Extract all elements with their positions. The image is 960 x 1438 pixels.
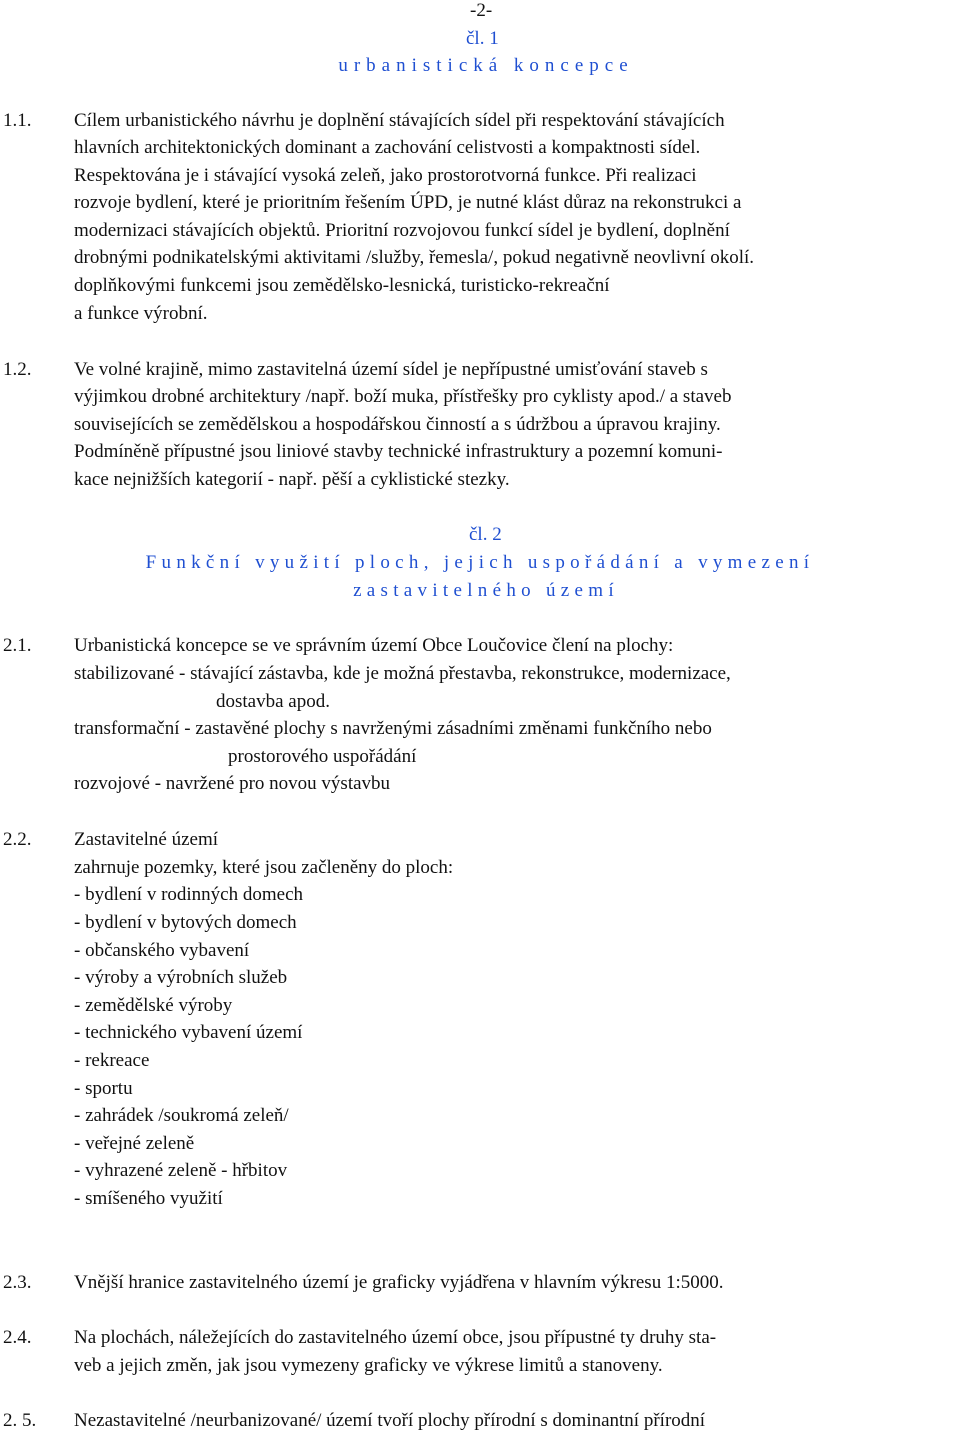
chapter-1-title: urbanistická koncepce: [338, 55, 634, 76]
paragraph-line: a funkce výrobní.: [74, 303, 208, 324]
paragraph-line: Na plochách, náležejících do zastavitelného území obce, jsou přípustné ty druhy sta-: [74, 1327, 717, 1348]
paragraph-line: Ve volné krajině, mimo zastavitelná území sídel je nepřípustné umisťování staveb s: [74, 359, 708, 380]
paragraph-line: veb a jejich změn, jak jsou vymezeny graficky ve výkrese limitů a stanoveny.: [74, 1355, 663, 1376]
paragraph-line: Cílem urbanistického návrhu je doplnění stávajících sídel při respektování stávajících: [74, 110, 725, 131]
paragraph-line: kace nejnižších kategorií - např. pěší a cyklistické stezky.: [74, 469, 510, 490]
list-item: - veřejné zeleně: [74, 1133, 195, 1154]
paragraph-line: prostorového uspořádání: [228, 746, 417, 767]
paragraph-line: doplňkovými funkcemi jsou zemědělsko-lesnická, turisticko-rekreační: [74, 275, 610, 296]
section-number-1-2: 1.2.: [3, 359, 32, 380]
chapter-1-label: čl. 1: [466, 28, 499, 49]
section-number-2-4: 2.4.: [3, 1327, 32, 1348]
list-item: - bydlení v bytových domech: [74, 912, 297, 933]
section-number-2-5: 2. 5.: [3, 1410, 37, 1431]
section-title: Zastavitelné území: [74, 829, 219, 850]
list-item: - bydlení v rodinných domech: [74, 884, 304, 905]
list-item: - zemědělské výroby: [74, 995, 233, 1016]
paragraph-line: modernizaci stávajících objektů. Prioritní rozvojovou funkcí sídel je bydlení, doplnění: [74, 220, 730, 241]
list-item: - sportu: [74, 1078, 133, 1099]
chapter-2-title: Funkční využití ploch, jejich uspořádání a vymezení: [145, 552, 815, 573]
paragraph-line: Respektována je i stávající vysoká zeleň, jako prostorotvorná funkce. Při realizaci: [74, 165, 697, 186]
paragraph-line: zahrnuje pozemky, které jsou začleněny do ploch:: [74, 857, 454, 878]
section-number-1-1: 1.1.: [3, 110, 32, 131]
paragraph-line: drobnými podnikatelskými aktivitami /služby, řemesla/, pokud negativně neovlivní okolí.: [74, 247, 755, 268]
paragraph-line: Podmíněně přípustné jsou liniové stavby technické infrastruktury a pozemní komuni-: [74, 441, 723, 462]
list-item: - smíšeného využití: [74, 1188, 223, 1209]
paragraph-line: dostavba apod.: [216, 691, 330, 712]
section-number-2-2: 2.2.: [3, 829, 32, 850]
paragraph-line: výjimkou drobné architektury /např. boží muka, přístřešky pro cyklisty apod./ a staveb: [74, 386, 732, 407]
section-number-2-3: 2.3.: [3, 1272, 32, 1293]
paragraph-line: stabilizované - stávající zástavba, kde je možná přestavba, rekonstrukce, modernizace,: [74, 663, 731, 684]
chapter-2-title-continued: zastavitelného území: [353, 580, 619, 601]
paragraph-line: hlavních architektonických dominant a zachování celistvosti a kompaktnosti sídel.: [74, 137, 701, 158]
paragraph-line: Urbanistická koncepce se ve správním území Obce Loučovice člení na plochy:: [74, 635, 674, 656]
paragraph-line: transformační - zastavěné plochy s navrženými zásadními změnami funkčního nebo: [74, 718, 712, 739]
paragraph-line: rozvoje bydlení, které je prioritním řešením ÚPD, je nutné klást důraz na rekonstrukci a: [74, 192, 742, 213]
list-item: - občanského vybavení: [74, 940, 250, 961]
paragraph-line: souvisejících se zemědělskou a hospodářskou činností a s údržbou a úpravou krajiny.: [74, 414, 721, 435]
paragraph-line: Vnější hranice zastavitelného území je graficky vyjádřena v hlavním výkresu 1:5000.: [74, 1272, 724, 1293]
list-item: - zahrádek /soukromá zeleň/: [74, 1105, 289, 1126]
paragraph-line: rozvojové - navržené pro novou výstavbu: [74, 773, 391, 794]
section-number-2-1: 2.1.: [3, 635, 32, 656]
list-item: - výroby a výrobních služeb: [74, 967, 288, 988]
list-item: - vyhrazené zeleně - hřbitov: [74, 1160, 288, 1181]
list-item: - technického vybavení území: [74, 1022, 303, 1043]
page-number: -2-: [470, 0, 493, 21]
list-item: - rekreace: [74, 1050, 150, 1071]
paragraph-line: Nezastavitelné /neurbanizované/ území tvoří plochy přírodní s dominantní přírodní: [74, 1410, 706, 1431]
chapter-2-label: čl. 2: [469, 524, 502, 545]
